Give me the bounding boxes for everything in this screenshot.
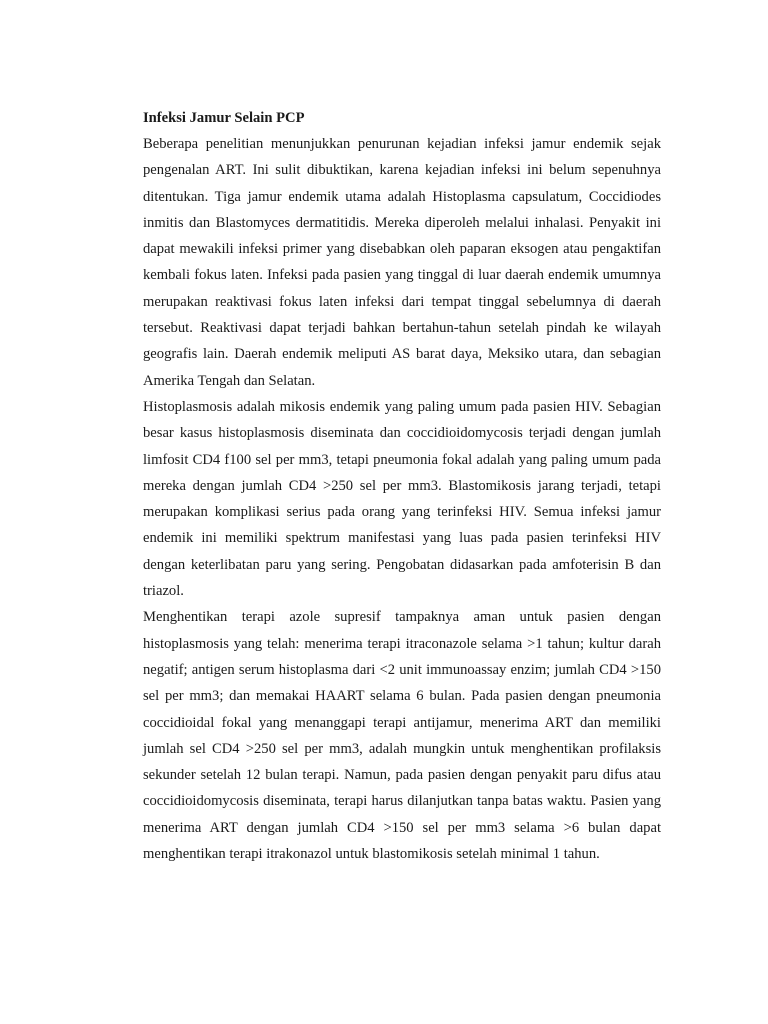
section-title: Infeksi Jamur Selain PCP (143, 110, 305, 126)
document-page (143, 106, 661, 867)
paragraph-endemic-fungi: Beberapa penelitian menunjukkan penurunan kejadian infeksi jamur endemik sejak pengenalan ART. Ini sulit dibuktikan, karena kejadian infeksi ini belum sepenuhnya ditentukan. Tiga jamur endemik utama adalah Histoplasma capsulatum, Coccidiodes inmitis dan Blastomyces dermatitidis. Mereka diperoleh melalui inhalasi. Penyakit ini dapat mewakili infeksi primer yang disebabkan oleh paparan eksogen atau pengaktifan kembali fokus laten. Infeksi pada pasien yang tinggal di luar daerah endemik umumnya merupakan reaktivasi fokus laten infeksi dari tempat tinggal sebelumnya di daerah tersebut. Reaktivasi dapat terjadi bahkan bertahun-tahun setelah pindah ke wilayah geografis lain. Daerah endemik meliputi AS barat daya, Meksiko utara, dan sebagian Amerika Tengah dan Selatan. (143, 136, 661, 389)
paragraph-histoplasmosis: Histoplasmosis adalah mikosis endemik yang paling umum pada pasien HIV. Sebagian besar kasus histoplasmosis diseminata dan coccidioidomycosis terjadi dengan jumlah limfosit CD4 f100 sel per mm3, tetapi pneumonia fokal adalah yang paling umum pada mereka dengan jumlah CD4 >250 sel per mm3. Blastomikosis jarang terjadi, tetapi merupakan komplikasi serius pada orang yang terinfeksi HIV. Semua infeksi jamur endemik ini memiliki spektrum manifestasi yang luas pada pasien terinfeksi HIV dengan keterlibatan paru yang sering. Pengobatan didasarkan pada amfoterisin B dan triazol. (143, 398, 661, 600)
paragraph-azole-therapy: Menghentikan terapi azole supresif tampaknya aman untuk pasien dengan histoplasmosis yang telah: menerima terapi itraconazole selama >1 tahun; kultur darah negatif; antigen serum histoplasma dari <2 unit immunoassay enzim; jumlah CD4 >150 sel per mm3; dan memakai HAART selama 6 bulan. Pada pasien dengan pneumonia coccidioidal fokal yang menanggapi terapi antijamur, menerima ART dan memiliki jumlah sel CD4 >250 sel per mm3, adalah mungkin untuk menghentikan profilaksis sekunder setelah 12 bulan terapi. Namun, pada pasien dengan penyakit paru difus atau coccidioidomycosis diseminata, terapi harus dilanjutkan tanpa batas waktu. Pasien yang menerima ART dengan jumlah CD4 >150 sel per mm3 selama >6 bulan dapat menghentikan terapi itrakonazol untuk blastomikosis setelah minimal 1 tahun. (143, 609, 661, 863)
